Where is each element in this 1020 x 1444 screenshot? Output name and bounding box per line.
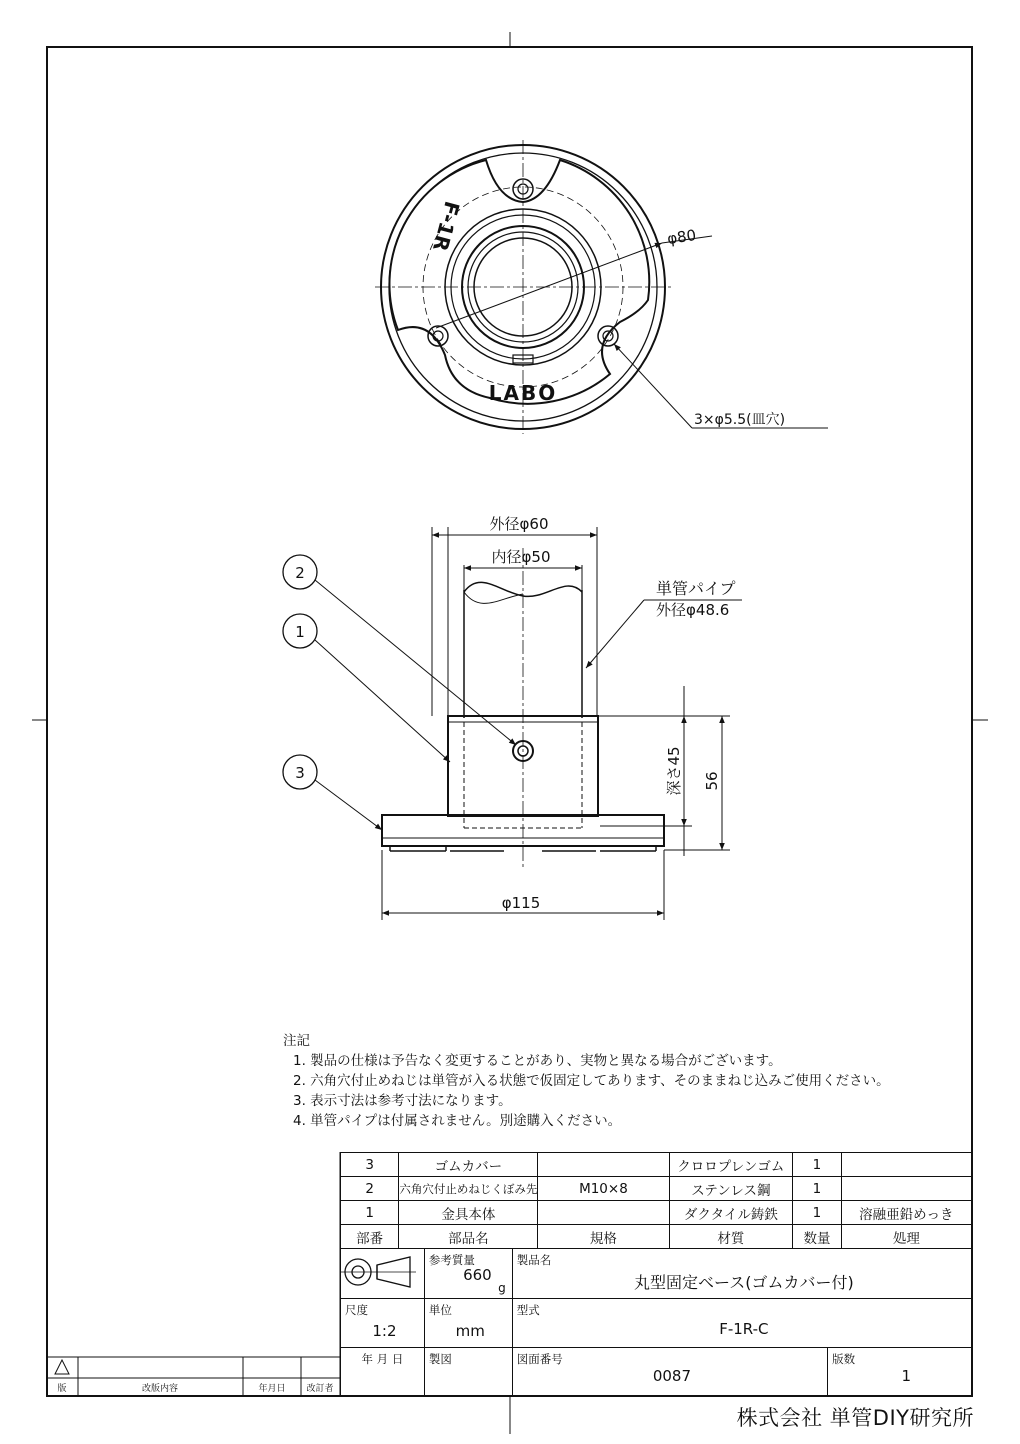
notes — [283, 1031, 890, 1131]
header-spec: 規格 — [538, 1225, 669, 1249]
part-treatment — [841, 1177, 971, 1201]
part-name: ゴムカバー — [399, 1153, 538, 1177]
parts-header-row — [341, 1225, 972, 1249]
balloon-3: 3 — [295, 764, 305, 782]
engraving-model: F-1R — [428, 198, 465, 254]
part-qty: 1 — [793, 1201, 842, 1225]
part-name: 六角穴付止めねじくぼみ先 — [399, 1177, 538, 1201]
model-label: 型式 — [516, 1303, 540, 1317]
scale-value: 1:2 — [372, 1322, 397, 1340]
mass-value: 660 — [463, 1266, 492, 1284]
dim-total-height: 56 — [703, 771, 721, 791]
part-treatment: 溶融亜鉛めっき — [841, 1201, 971, 1225]
mass-cell — [424, 1249, 512, 1299]
dim-outer-phi80: φ80 — [666, 226, 698, 248]
edition-value: 1 — [901, 1367, 911, 1385]
balloon-2: 2 — [295, 564, 305, 582]
scale-cell — [341, 1299, 425, 1348]
note-item: 1. 製品の仕様は予告なく変更することがあり、実物と異なる場合がございます。 — [293, 1053, 782, 1069]
header-material: 材質 — [669, 1225, 793, 1249]
engraving-brand: LABO — [488, 381, 558, 405]
pipe-label: 単管パイプ — [656, 579, 736, 598]
dim-base-diameter: φ115 — [501, 894, 541, 912]
mass-unit: g — [498, 1281, 506, 1295]
part-no: 3 — [341, 1153, 399, 1177]
part-material: ダクタイル鋳鉄 — [669, 1201, 793, 1225]
header-part-no: 部番 — [341, 1225, 399, 1249]
part-spec: M10×8 — [538, 1177, 669, 1201]
revision-header-reviser: 改訂者 — [306, 1384, 334, 1394]
notes-heading: 注記 — [283, 1033, 310, 1049]
revision-block — [47, 1152, 340, 1396]
note-item: 4. 単管パイプは付属されません。別途購入ください。 — [293, 1113, 622, 1129]
mass-label: 参考質量 — [428, 1253, 475, 1267]
model-cell — [512, 1299, 971, 1348]
edition-cell — [828, 1348, 972, 1397]
dim-inner-diameter: 内径φ50 — [491, 548, 551, 566]
header-qty: 数量 — [793, 1225, 842, 1249]
pipe-outer-diameter: 外径φ48.6 — [656, 601, 730, 619]
revision-header-edition: 版 — [57, 1384, 67, 1394]
drawing-no: 0087 — [652, 1367, 692, 1385]
parts-row — [341, 1177, 972, 1201]
drawing-no-cell — [512, 1348, 827, 1397]
unit-value: mm — [455, 1322, 485, 1340]
part-material: ステンレス鋼 — [669, 1177, 793, 1201]
date-label: 年 月 日 — [341, 1348, 425, 1397]
header-part-name: 部品名 — [399, 1225, 538, 1249]
parts-list — [340, 1152, 972, 1249]
balloon-1: 1 — [295, 623, 305, 641]
projection-cell — [341, 1249, 425, 1299]
model-value: F-1R-C — [719, 1320, 769, 1338]
title-block — [340, 1248, 972, 1397]
part-qty: 1 — [793, 1153, 842, 1177]
part-name: 金具本体 — [399, 1201, 538, 1225]
part-treatment — [841, 1153, 971, 1177]
company-name: 株式会社 単管DIY研究所 — [736, 1406, 974, 1430]
note-item: 3. 表示寸法は参考寸法になります。 — [293, 1093, 512, 1109]
product-name-label: 製品名 — [516, 1253, 552, 1267]
dim-outer-diameter: 外径φ60 — [489, 515, 549, 533]
part-no: 2 — [341, 1177, 399, 1201]
edition-label: 版数 — [832, 1352, 856, 1366]
header-treatment: 処理 — [841, 1225, 971, 1249]
note-item: 2. 六角穴付止めねじは単管が入る状態で仮固定してあります、そのままねじ込みご使用ください。 — [293, 1073, 890, 1089]
parts-row — [341, 1201, 972, 1225]
scale-label: 尺度 — [345, 1303, 368, 1317]
drawing-no-label: 図面番号 — [516, 1352, 563, 1366]
part-spec — [538, 1201, 669, 1225]
unit-label: 単位 — [428, 1303, 452, 1317]
drafter-label: 製図 — [424, 1348, 512, 1397]
revision-header-date: 年月日 — [258, 1384, 286, 1394]
unit-cell — [424, 1299, 512, 1348]
part-material: クロロプレンゴム — [669, 1153, 793, 1177]
part-no: 1 — [341, 1201, 399, 1225]
top-view — [375, 140, 828, 434]
part-qty: 1 — [793, 1177, 842, 1201]
parts-row — [341, 1153, 972, 1177]
part-spec — [538, 1153, 669, 1177]
product-name: 丸型固定ベース(ゴムカバー付) — [634, 1273, 854, 1292]
revision-header-content: 改版内容 — [141, 1384, 179, 1394]
product-name-cell — [512, 1249, 971, 1299]
dim-mount-holes: 3×φ5.5(皿穴) — [694, 412, 786, 428]
dim-socket-depth: 深さ45 — [665, 746, 683, 796]
